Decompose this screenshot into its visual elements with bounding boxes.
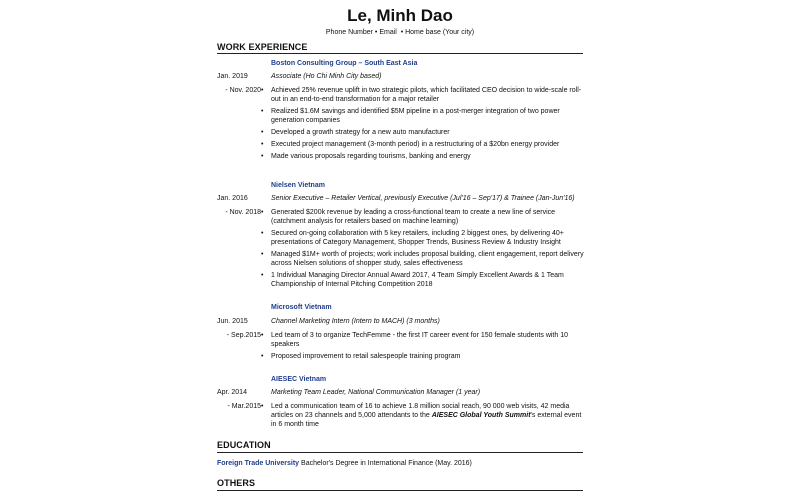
job-end-date: - Nov. 2018 (225, 209, 261, 216)
job-bullet: • Secured on-going collaboration with 5 key retailers, including 2 biggest ones, by delivering 40+ presentations of Category Management, Shopper Trends, Business Review & Industry Insight (261, 229, 584, 247)
section-title-others: OTHERS (217, 478, 256, 488)
job-start-date: Jun. 2015 (217, 318, 248, 325)
job-bullets (261, 331, 584, 364)
job-role: Senior Executive – Retailer Vertical, previously Executive (Jul'16 – Sep'17) & Trainee (Jan-Jun'16) (271, 195, 575, 202)
event-name: AIESEC Global Youth Summit (431, 412, 531, 419)
job-end-date: - Sep.2015 (226, 332, 261, 339)
job-bullet: • Developed a growth strategy for a new auto manufacturer (261, 128, 584, 137)
resume-page (217, 0, 583, 500)
job-bullet: • Led team of 3 to organize TechFemme - the first IT career event for 150 female students with 10 speakers (261, 331, 584, 349)
job-bullets (261, 86, 584, 164)
company-name: Microsoft Vietnam (271, 304, 332, 311)
job-bullet: • Managed $1M+ worth of projects; work includes proposal building, client engagement, report delivery across Nielsen solutions of shopper study, sales effectiveness (261, 250, 584, 268)
company-name: Boston Consulting Group – South East Asia (271, 60, 418, 67)
job-bullet: • Generated $200k revenue by leading a cross-functional team to create a new line of service (catchment analysis for retailers based on machine learning) (261, 208, 584, 226)
bullet-text: 's external event in 6 month time (271, 412, 582, 428)
job-role: Associate (Ho Chi Minh City based) (271, 73, 382, 80)
section-title-education: EDUCATION (217, 440, 271, 450)
job-bullet: • Achieved 25% revenue uplift in two strategic pilots, which facilitated CEO decision to wide-scale roll-out in an end-to-end transformation for a major retailer (261, 86, 584, 104)
company-name: AIESEC Vietnam (271, 376, 327, 383)
job-start-date: Jan. 2019 (217, 73, 248, 80)
job-bullet: • 1 Individual Managing Director Annual Award 2017, 4 Team Simply Excellent Awards & 1 Team Championship of Internal Pitching Competition 2018 (261, 271, 584, 289)
job-role: Channel Marketing Intern (Intern to MACH) (3 months) (271, 318, 440, 325)
school-name: Foreign Trade University (217, 460, 300, 467)
job-bullet: • Proposed improvement to retail salespeople training program (261, 352, 584, 361)
company-name: Nielsen Vietnam (271, 182, 325, 189)
job-end-date: - Nov. 2020 (225, 87, 261, 94)
job-end-date: - Mar.2015 (227, 403, 261, 410)
section-divider (217, 490, 583, 491)
section-divider (217, 53, 583, 54)
contact-line: Phone Number • Email • Home base (Your city) (325, 29, 475, 36)
education-entry (217, 459, 472, 468)
degree-text: Bachelor's Degree in International Finance (May. 2016) (299, 460, 472, 467)
job-bullets (261, 402, 584, 432)
job-start-date: Apr. 2014 (217, 389, 247, 396)
job-bullet (261, 402, 584, 429)
section-title-work: WORK EXPERIENCE (217, 42, 308, 52)
candidate-name: Le, Minh Dao (347, 6, 453, 25)
job-bullets (261, 208, 584, 292)
job-role: Marketing Team Leader, National Communication Manager (1 year) (271, 389, 481, 396)
job-bullet: • Executed project management (3-month period) in a restructuring of a $20bn energy provider (261, 140, 584, 149)
bullet-text: Led a communication team of 16 to achieve 1.8 million social reach, 90 000 web visits, 42 media articles on 23 channels and 5,000 attendants to the (271, 403, 570, 419)
job-bullet: • Made various proposals regarding tourisms, banking and energy (261, 152, 584, 161)
job-bullet: • Realized $1.6M savings and identified $5M pipeline in a post-merger integration of two power generation companies (261, 107, 584, 125)
section-divider (217, 452, 583, 453)
job-start-date: Jan. 2016 (217, 195, 248, 202)
